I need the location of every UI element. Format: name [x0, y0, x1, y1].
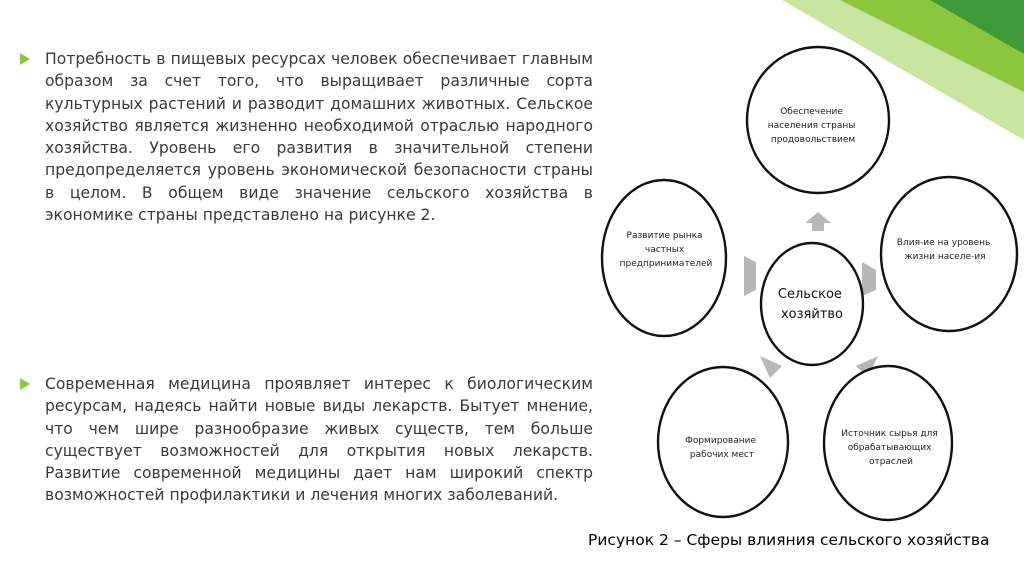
label-living-standard: Влия-ие на уровень жизни населе-ия: [896, 238, 991, 262]
circle-center: [761, 243, 863, 365]
arrow-right-icon: [862, 262, 876, 296]
spheres-diagram: [580, 30, 1020, 530]
paragraph-1-text: Потребность в пищевых ресурсах человек обеспечивает главным образом за счет того, что выращивает различные сорта культурных растений и разводит домашних животных. Сельское хозяйство является жизненно необходимой отраслью народного хозяйства. Уровень его развития в значительной степени предопределяется уровень экономической безопасности страны в целом. В общем виде значение сельского хозяйства в экономике страны представлено на рисунке 2.: [45, 50, 593, 225]
circle-food-supply: [747, 47, 889, 193]
label-food-supply: Обеспечение населения страны продовольствием: [767, 107, 856, 145]
paragraph-2-text: Современная медицина проявляет интерес к биологическим ресурсам, надеясь найти новые виды лекарств. Бытует мнение, что чем шире разнообразие живых существ, тем больше существует возможностей для открытия новых лекарств. Развитие современной медицины дает нам широкий спектр возможностей профилактики и лечения многих заболеваний.: [45, 375, 593, 505]
arrow-left-icon: [744, 256, 756, 296]
triangle-bullet-icon: [20, 378, 30, 390]
arrow-down-left-icon: [760, 356, 782, 378]
label-market-development: Развитие рынка частных предпринимателей: [619, 231, 713, 269]
label-jobs: Формирование рабочих мест: [685, 436, 757, 460]
triangle-bullet-icon: [20, 53, 30, 65]
circle-market-development: [602, 180, 726, 336]
arrow-up-icon: [805, 212, 831, 231]
figure-caption: Рисунок 2 – Сферы влияния сельского хозяйства: [588, 531, 990, 549]
label-raw-materials: Источник сырья для обрабатывающих отраслей: [841, 429, 938, 467]
label-center: Сельское хозяйтво: [777, 287, 844, 322]
